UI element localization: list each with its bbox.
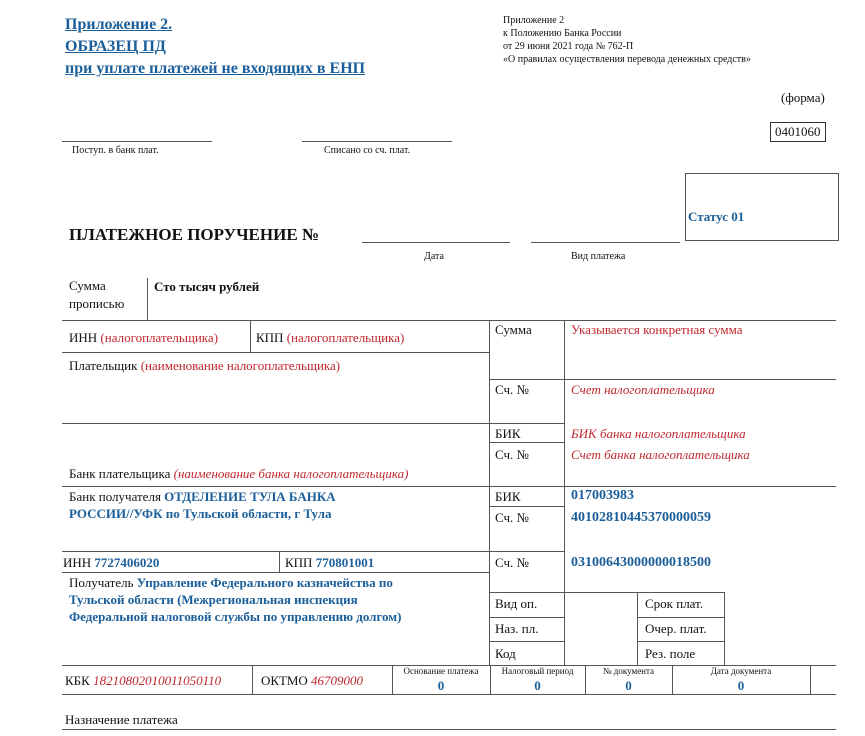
oktmo-value: 46709000 [311, 673, 364, 688]
kbk-field [65, 673, 221, 689]
payer-inn-hint: (налогоплательщика) [100, 330, 219, 345]
postup-label: Поступ. в банк плат. [72, 145, 159, 156]
sum-words-value: Сто тысяч рублей [154, 279, 260, 294]
recipient-label: Получатель [69, 575, 134, 590]
payer-bik-value: БИК банка налогоплательщика [571, 426, 746, 441]
sum-words-label-1: Сумма [69, 278, 106, 293]
payer-bank-field [69, 466, 408, 482]
appendix-line-3: от 29 июня 2021 года № 762-П [503, 41, 634, 52]
payer-inn-field [69, 330, 218, 346]
recipient-bank-account-label: Сч. № [495, 510, 529, 525]
appendix-line-4: «О правилах осуществления перевода денежных средств» [503, 54, 751, 65]
oktmo-field [261, 673, 363, 689]
payer-bank-account-value: Счет банка налогоплательщика [571, 447, 750, 462]
recipient-account-value: 03100643000000018500 [571, 555, 711, 570]
kbk-value: 18210802010011050110 [93, 673, 222, 688]
status-value: Статус 01 [688, 209, 745, 224]
payment-term-label: Срок плат. [645, 596, 704, 611]
recipient-name-1: Управление Федерального казначейства по [136, 575, 393, 590]
recipient-bik-value: 017003983 [571, 488, 634, 503]
recipient-name-3: Федеральной налоговой службы по управлению долгом) [69, 609, 402, 624]
recipient-bik-label: БИК [495, 489, 521, 504]
recipient-inn-field [63, 555, 159, 571]
document-date-label: Дата документа [710, 666, 772, 676]
recipient-kpp-value: 770801001 [315, 555, 375, 570]
sample-title[interactable]: ОБРАЗЕЦ ПД [65, 38, 166, 55]
recipient-inn-label: ИНН [63, 555, 92, 570]
document-date-value: 0 [737, 678, 745, 693]
recipient-kpp-field [285, 555, 374, 571]
sum-words-label-2: прописью [69, 296, 125, 311]
payer-bank-label: Банк плательщика [69, 466, 171, 481]
recipient-bank-name-2: РОССИИ//УФК по Тульской области, г Тула [69, 506, 332, 521]
recipient-kpp-label: КПП [285, 555, 313, 570]
payment-purpose-label: Назначение платежа [65, 712, 178, 727]
payer-kpp-field [256, 330, 404, 346]
recipient-name-field [69, 575, 393, 591]
recipient-bank-label: Банк получателя [69, 489, 161, 504]
payer-name-hint: (наименование налогоплательщика) [140, 358, 341, 373]
basis-value: 0 [437, 678, 445, 693]
recipient-bank-field [69, 489, 336, 505]
forma-label: (форма) [781, 90, 825, 105]
payer-account-value: Счет налогоплательщика [571, 382, 715, 397]
recipient-name-2: Тульской области (Межрегиональная инспекция [69, 592, 358, 607]
payer-name-field [69, 358, 340, 374]
basis-label: Основание платежа [403, 666, 479, 676]
payer-bik-label: БИК [495, 426, 521, 441]
appendix-line-2: к Положению Банка России [503, 28, 622, 39]
recipient-inn-value: 7727406020 [94, 555, 160, 570]
document-title: ПЛАТЕЖНОЕ ПОРУЧЕНИЕ № [69, 225, 320, 244]
sum-value: Указывается конкретная сумма [571, 322, 743, 337]
payer-inn-label: ИНН [69, 330, 98, 345]
tax-period-value: 0 [534, 678, 541, 693]
reserve-field-label: Рез. поле [645, 646, 696, 661]
payer-kpp-label: КПП [256, 330, 284, 345]
document-number-value: 0 [625, 678, 632, 693]
recipient-account-label: Сч. № [495, 555, 529, 570]
subtitle-link[interactable]: при уплате платежей не входящих в ЕНП [65, 60, 366, 77]
payer-name-label: Плательщик [69, 358, 138, 373]
appendix-line-1: Приложение 2 [503, 15, 565, 26]
document-number-label: № документа [602, 666, 655, 676]
payer-account-label: Сч. № [495, 382, 529, 397]
date-label: Дата [424, 251, 444, 262]
sum-label: Сумма [495, 322, 532, 337]
payment-purpose-code-label: Наз. пл. [495, 621, 539, 636]
status-box [685, 173, 839, 241]
recipient-bank-account-value: 40102810445370000059 [571, 510, 711, 525]
operation-type-label: Вид оп. [495, 596, 538, 611]
spisano-label: Списано со сч. плат. [324, 145, 411, 156]
kbk-label: КБК [65, 673, 90, 688]
payment-type-label: Вид платежа [571, 251, 626, 262]
appendix-title[interactable]: Приложение 2. [65, 16, 173, 33]
payer-kpp-hint: (налогоплательщика) [286, 330, 405, 345]
payer-bank-account-label: Сч. № [495, 447, 529, 462]
code-label: Код [495, 646, 516, 661]
oktmo-label: ОКТМО [261, 673, 308, 688]
recipient-bank-name-1: ОТДЕЛЕНИЕ ТУЛА БАНКА [164, 489, 336, 504]
payment-order-label: Очер. плат. [645, 621, 707, 636]
form-code: 0401060 [770, 122, 826, 142]
payer-bank-hint: (наименование банка налогоплательщика) [173, 466, 409, 481]
tax-period-label: Налоговый период [501, 666, 574, 676]
